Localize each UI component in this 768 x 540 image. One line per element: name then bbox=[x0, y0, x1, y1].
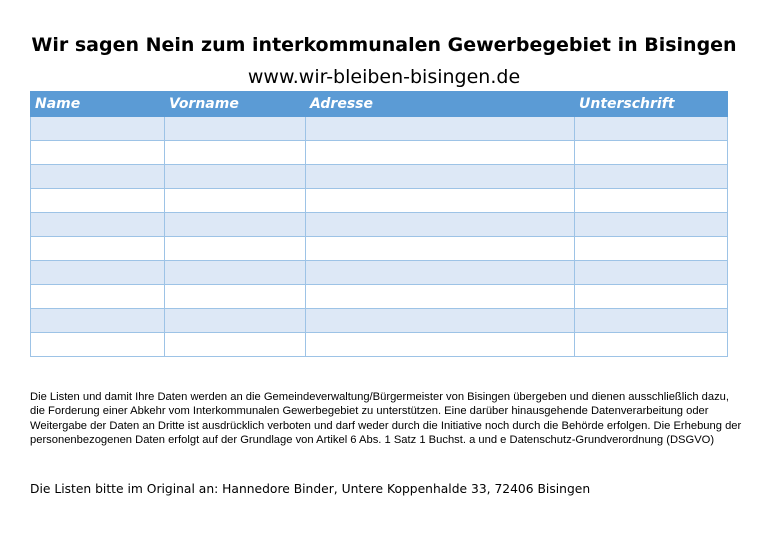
vorname-cell[interactable] bbox=[165, 237, 306, 261]
table-row bbox=[31, 309, 728, 333]
table-row bbox=[31, 333, 728, 357]
adresse-cell[interactable] bbox=[306, 309, 575, 333]
name-cell[interactable] bbox=[31, 261, 165, 285]
name-cell[interactable] bbox=[31, 117, 165, 141]
vorname-cell[interactable] bbox=[165, 117, 306, 141]
name-cell[interactable] bbox=[31, 333, 165, 357]
adresse-cell[interactable] bbox=[306, 141, 575, 165]
page-title: Wir sagen Nein zum interkommunalen Gewerbegebiet in Bisingen bbox=[31, 34, 737, 56]
table-row bbox=[31, 165, 728, 189]
vorname-cell[interactable] bbox=[165, 309, 306, 333]
column-header-unterschrift: Unterschrift bbox=[575, 92, 728, 117]
name-cell[interactable] bbox=[31, 189, 165, 213]
return-address: Die Listen bitte im Original an: Hannedore Binder, Untere Koppenhalde 33, 72406 Bisingen bbox=[30, 482, 591, 496]
unterschrift-cell[interactable] bbox=[575, 285, 728, 309]
adresse-cell[interactable] bbox=[306, 189, 575, 213]
adresse-cell[interactable] bbox=[306, 237, 575, 261]
table-row bbox=[31, 213, 728, 237]
column-header-adresse: Adresse bbox=[306, 92, 575, 117]
adresse-cell[interactable] bbox=[306, 165, 575, 189]
privacy-notice: Die Listen und damit Ihre Daten werden an die Gemeindeverwaltung/Bürgermeister von Bisingen übergeben und dienen ausschließlich dazu, die Forderung einer Abkehr vom Interkommunalen Gewerbegebiet zu unterstützen. Eine darüber hinausgehende Datenverarbeitung oder Weitergabe der Daten an Dritte ist ausdrücklich verboten und darf weder durch die Initiative noch durch die Behörde erfolgen. Die Erhebung der personenbezogenen Daten erfolgt auf der Grundlage von Artikel 6 Abs. 1 Satz 1 Buchst. a und e Datenschutz-Grundverordnung (DSGVO) bbox=[30, 391, 742, 447]
unterschrift-cell[interactable] bbox=[575, 165, 728, 189]
unterschrift-cell[interactable] bbox=[575, 333, 728, 357]
unterschrift-cell[interactable] bbox=[575, 213, 728, 237]
column-header-name: Name bbox=[31, 92, 165, 117]
name-cell[interactable] bbox=[31, 309, 165, 333]
unterschrift-cell[interactable] bbox=[575, 117, 728, 141]
name-cell[interactable] bbox=[31, 237, 165, 261]
adresse-cell[interactable] bbox=[306, 213, 575, 237]
adresse-cell[interactable] bbox=[306, 261, 575, 285]
vorname-cell[interactable] bbox=[165, 165, 306, 189]
table-row bbox=[31, 141, 728, 165]
vorname-cell[interactable] bbox=[165, 261, 306, 285]
vorname-cell[interactable] bbox=[165, 285, 306, 309]
unterschrift-cell[interactable] bbox=[575, 141, 728, 165]
adresse-cell[interactable] bbox=[306, 117, 575, 141]
table-row bbox=[31, 261, 728, 285]
signature-table bbox=[30, 91, 728, 357]
unterschrift-cell[interactable] bbox=[575, 189, 728, 213]
name-cell[interactable] bbox=[31, 285, 165, 309]
vorname-cell[interactable] bbox=[165, 141, 306, 165]
unterschrift-cell[interactable] bbox=[575, 237, 728, 261]
table-header-row bbox=[31, 92, 728, 117]
table-row bbox=[31, 117, 728, 141]
vorname-cell[interactable] bbox=[165, 213, 306, 237]
adresse-cell[interactable] bbox=[306, 333, 575, 357]
vorname-cell[interactable] bbox=[165, 333, 306, 357]
name-cell[interactable] bbox=[31, 141, 165, 165]
unterschrift-cell[interactable] bbox=[575, 309, 728, 333]
signature-rows bbox=[31, 117, 728, 357]
adresse-cell[interactable] bbox=[306, 285, 575, 309]
vorname-cell[interactable] bbox=[165, 189, 306, 213]
name-cell[interactable] bbox=[31, 213, 165, 237]
table-row bbox=[31, 237, 728, 261]
name-cell[interactable] bbox=[31, 165, 165, 189]
column-header-vorname: Vorname bbox=[165, 92, 306, 117]
table-row bbox=[31, 285, 728, 309]
unterschrift-cell[interactable] bbox=[575, 261, 728, 285]
table-row bbox=[31, 189, 728, 213]
website-url: www.wir-bleiben-bisingen.de bbox=[247, 66, 521, 88]
